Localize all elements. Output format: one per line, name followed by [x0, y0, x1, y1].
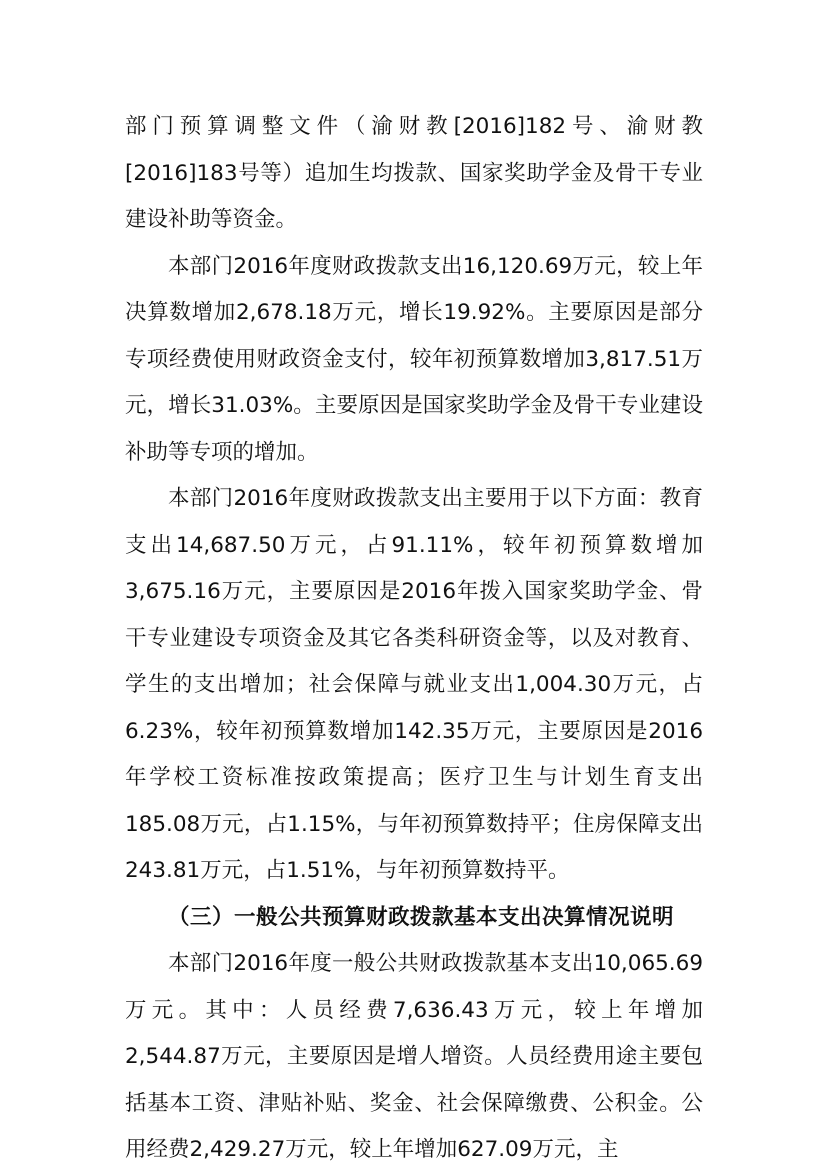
section-heading: （三）一般公共预算财政拨款基本支出决算情况说明 [168, 904, 675, 930]
paragraph-expenditure-total: 本部门2016年度财政拨款支出16,120.69万元，较上年决算数增加2,678.18万元，增长19.92%。主要原因是部分专项经费使用财政资金支付，较年初预算数增加3,817.51万元，增长31.03%。主要原因是国家奖助学金及骨干专业建设补助等专项的增加。 [125, 253, 703, 465]
paragraph-budget-adjustment: 部门预算调整文件（渝财教[2016]182号、渝财教[2016]183号等）追加生均拨款、国家奖助学金及骨干专业建设补助等资金。 [125, 114, 703, 232]
document-page [125, 104, 703, 1174]
paragraph-basic-expenditure: 本部门2016年度一般公共财政拨款基本支出10,065.69万元。其中：人员经费7,636.43万元，较上年增加2,544.87万元，主要原因是增人增资。人员经费用途主要包括基本工资、津贴补贴、奖金、社会保障缴费、公积金。公用经费2,429.27万元，较上年增加627.09万元，主 [125, 951, 703, 1162]
paragraph-expenditure-breakdown: 本部门2016年度财政拨款支出主要用于以下方面：教育支出14,687.50万元，占91.11%，较年初预算数增加3,675.16万元，主要原因是2016年拨入国家奖助学金、骨干专业建设专项资金及其它各类科研资金等，以及对教育、学生的支出增加；社会保障与就业支出1,004.30万元，占6.23%，较年初预算数增加142.35万元，主要原因是2016年学校工资标准按政策提高；医疗卫生与计划生育支出185.08万元，占1.15%，与年初预算数持平；住房保障支出243.81万元，占1.51%，与年初预算数持平。 [125, 486, 703, 883]
